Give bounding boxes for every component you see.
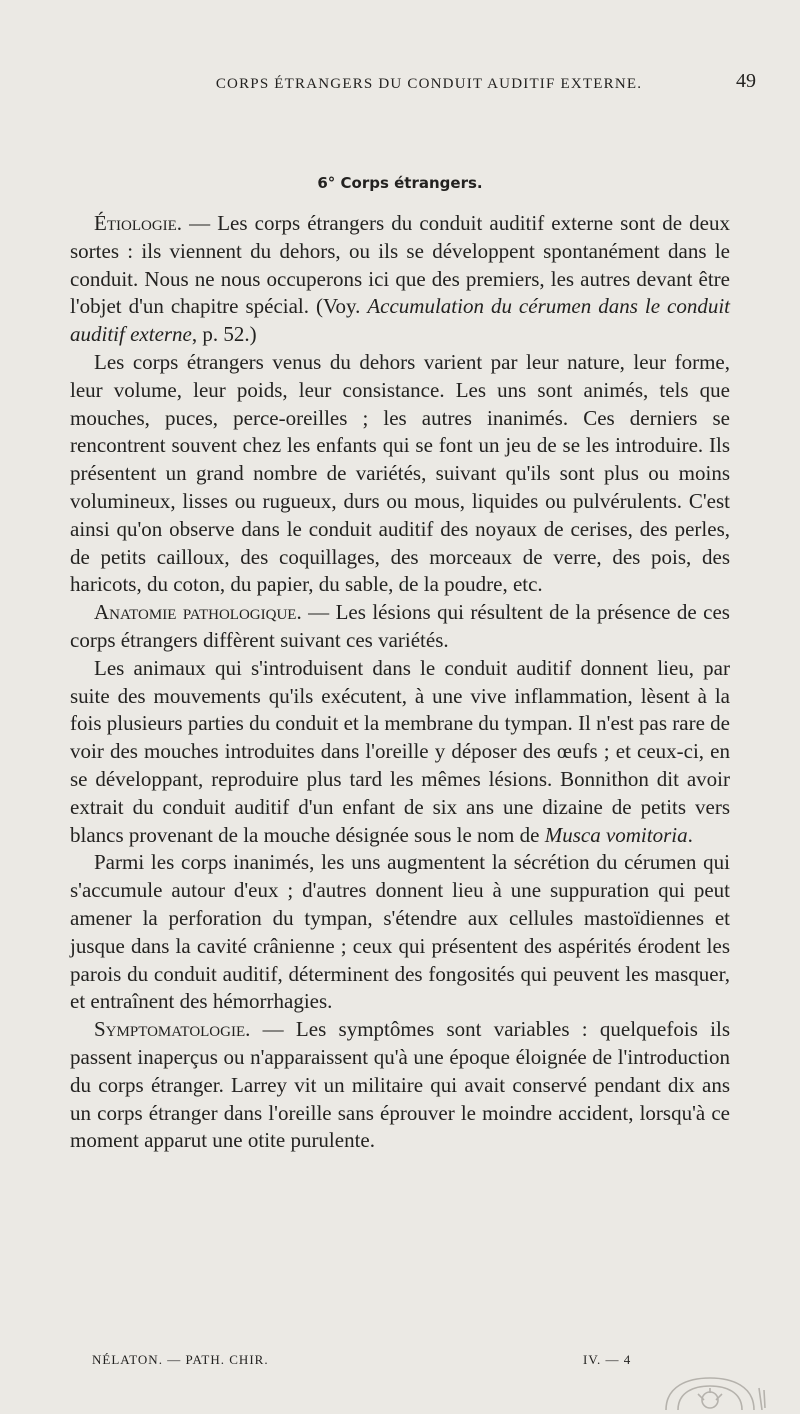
running-title: CORPS ÉTRANGERS DU CONDUIT AUDITIF EXTERNE. [215,76,643,92]
paragraph-text: . [687,822,693,847]
cross-reference: Accumulation du cérumen dans le conduit auditif externe [70,294,730,347]
paragraph-label-etiologie: Étiologie. [94,211,183,235]
paragraph-text: — Les lésions qui résultent de la présence de ces corps étrangers diffèrent suivant ces variétés. [70,600,730,652]
footer-volume-sheet: IV. — 4 [583,1352,632,1367]
paragraph-anatomie [70,599,730,655]
paragraph-inanimes: Parmi les corps inanimés, les uns augmentent la sécrétion du cérumen qui s'accumule autour d'eux ; d'autres donnent lieu à une suppuration qui peut amener la perforation du tympan, s'étendre aux cellules mastoïdiennes et jusque dans la cavité crânienne ; ceux qui présentent des aspérités érodent les parois du conduit auditif, déterminent des fongosités qui peuvent les masquer, et entraînent des hémorrhagies. [70,850,730,1014]
paragraph-symptomatologie [70,1016,730,1155]
footer-signature: NÉLATON. — PATH. CHIR. [92,1352,269,1367]
section-heading: 6° Corps étrangers. [317,174,483,192]
page-number: 49 [736,70,756,92]
body-text [70,210,730,1155]
library-stamp-icon [658,1376,768,1414]
paragraph-label-symptomatologie: Symptomatologie. [94,1017,251,1042]
paragraph-etiologie [70,210,730,349]
paragraph-text: — Les symptômes sont variables : quelquefois ils passent inaperçus ou n'apparaissent qu'à une époque éloignée de l'introduction du corps étranger. Larrey vit un militaire qui avait conservé pendant dix ans un corps étranger dans l'oreille sans éprouver le moindre accident, lorsqu'à ce moment apparut une otite purulente. [70,1017,730,1153]
paragraph-label-anatomie: Anatomie pathologique. [94,600,302,625]
paragraph-text: Les animaux qui s'introduisent dans le conduit auditif donnent lieu, par suite des mouvements qu'ils exécutent, à une vive inflammation, lèsent à la fois plusieurs parties du conduit et la membrane du tympan. Il n'est pas rare de voir des mouches introduites dans l'oreille y déposer des œufs ; et ceux-ci, en se développant, reproduire plus tard les mêmes lésions. Bonnithon dit avoir extrait du conduit auditif d'un enfant de six ans une dizaine de petits vers blancs provenant de la mouche désignée sous le nom de [70,655,730,847]
paragraph-corps-dehors: Les corps étrangers venus du dehors varient par leur nature, leur forme, leur volume, leur poids, leur consistance. Les uns sont animés, tels que mouches, puces, perce-oreilles ; les autres inanimés. Ces derniers se rencontrent souvent chez les enfants qui se font un jeu de se les introduire. Ils présentent un grand nombre de variétés, suivant qu'ils sont plus ou moins volumineux, lisses ou rugueux, durs ou mous, liquides ou pulvérulents. C'est ainsi qu'on observe dans le conduit auditif des noyaux de cerises, des perles, de petits cailloux, des coquillages, des morceaux de verre, des pois, des haricots, du coton, du papier, du sable, de la poudre, etc. [70,349,730,597]
paragraph-text: — Les corps étrangers du conduit auditif externe sont de deux sortes : ils viennent du dehors, ou ils se développent spontanément dans le conduit. Nous ne nous occuperons ici que des premiers, les autres devant être l'objet d'un chapitre spécial. (Voy. [70,211,730,319]
species-name: Musca vomitoria [544,822,688,847]
paragraph-animaux [70,655,730,850]
paragraph-text: , p. 52.) [191,322,257,347]
stamp-graphic [658,1376,768,1410]
